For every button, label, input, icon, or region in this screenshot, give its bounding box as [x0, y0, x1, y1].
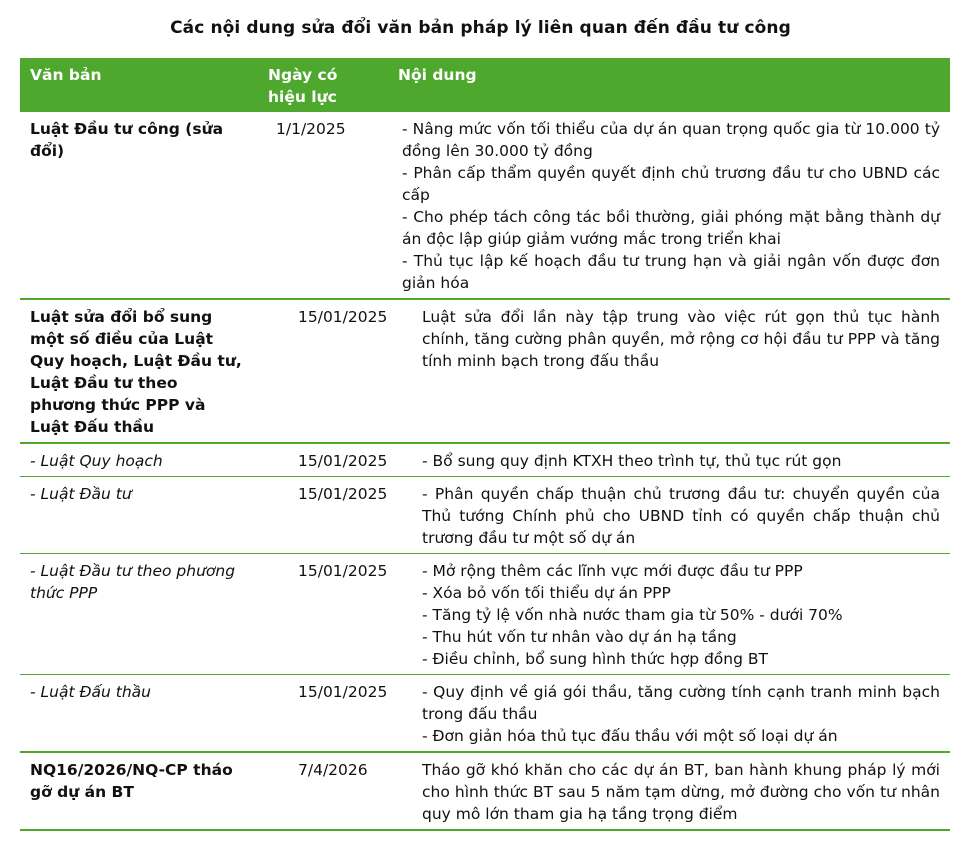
table-row [20, 554, 950, 675]
row-content [388, 477, 950, 554]
row-date: 15/01/2025 [258, 675, 388, 753]
row-content [388, 675, 950, 753]
row-date: 15/01/2025 [258, 299, 388, 443]
content-line: - Cho phép tách công tác bồi thường, giải phóng mặt bằng thành dự án độc lập giúp giảm vướng mắc trong triển khai [402, 208, 940, 248]
row-content [388, 443, 950, 477]
table-row [20, 443, 950, 477]
content-line: - Phân cấp thẩm quyền quyết định chủ trương đầu tư cho UBND các cấp [402, 164, 940, 204]
row-document: - Luật Đấu thầu [20, 675, 258, 753]
table-row [20, 477, 950, 554]
row-document: Luật sửa đổi bổ sung một số điều của Luật Quy hoạch, Luật Đầu tư, Luật Đầu tư theo phương thức PPP và Luật Đấu thầu [20, 299, 258, 443]
header-document: Văn bản [20, 58, 258, 112]
row-document: - Luật Đầu tư [20, 477, 258, 554]
row-date: 1/1/2025 [258, 112, 388, 299]
row-date: 15/01/2025 [258, 477, 388, 554]
row-date: 7/4/2026 [258, 752, 388, 830]
row-document: Luật Đầu tư công (sửa đổi) [20, 112, 258, 299]
legal-amendments-table [20, 58, 950, 831]
table-row [20, 675, 950, 753]
content-line: - Nâng mức vốn tối thiểu của dự án quan trọng quốc gia từ 10.000 tỷ đồng lên 30.000 tỷ đồng [402, 120, 940, 160]
row-content [388, 299, 950, 443]
content-line: - Thu hút vốn tư nhân vào dự án hạ tầng [422, 628, 737, 646]
table-row [20, 112, 950, 299]
content-line: - Xóa bỏ vốn tối thiểu dự án PPP [422, 584, 671, 602]
header-content: Nội dung [388, 58, 950, 112]
row-date: 15/01/2025 [258, 443, 388, 477]
content-line: - Bổ sung quy định KTXH theo trình tự, thủ tục rút gọn [422, 452, 842, 470]
content-line: - Phân quyền chấp thuận chủ trương đầu tư: chuyển quyền của Thủ tướng Chính phủ cho UBND tỉnh có quyền chấp thuận chủ trương đầu tư một số dự án [422, 485, 940, 547]
content-line: - Thủ tục lập kế hoạch đầu tư trung hạn và giải ngân vốn được đơn giản hóa [402, 252, 940, 292]
table-header-row [20, 58, 950, 112]
row-content [388, 752, 950, 830]
row-date: 15/01/2025 [258, 554, 388, 675]
content-line: - Đơn giản hóa thủ tục đấu thầu với một số loại dự án [422, 727, 838, 745]
content-line: - Điều chỉnh, bổ sung hình thức hợp đồng BT [422, 650, 768, 668]
content-line: Luật sửa đổi lần này tập trung vào việc rút gọn thủ tục hành chính, tăng cường phân quyền, mở rộng cơ hội đầu tư PPP và tăng tính minh bạch trong đấu thầu [422, 308, 940, 370]
content-line: - Quy định về giá gói thầu, tăng cường tính cạnh tranh minh bạch trong đấu thầu [422, 683, 940, 723]
table-row [20, 299, 950, 443]
content-line: - Tăng tỷ lệ vốn nhà nước tham gia từ 50% - dưới 70% [422, 606, 843, 624]
table-title: Các nội dung sửa đổi văn bản pháp lý liên quan đến đầu tư công [170, 18, 791, 38]
row-document: - Luật Quy hoạch [20, 443, 258, 477]
row-document: NQ16/2026/NQ-CP tháo gỡ dự án BT [20, 752, 258, 830]
row-document: - Luật Đầu tư theo phương thức PPP [20, 554, 258, 675]
content-line: - Mở rộng thêm các lĩnh vực mới được đầu tư PPP [422, 562, 803, 580]
header-effective-date: Ngày có hiệu lực [258, 58, 388, 112]
row-content [388, 554, 950, 675]
content-line: Tháo gỡ khó khăn cho các dự án BT, ban hành khung pháp lý mới cho hình thức BT sau 5 năm tạm dừng, mở đường cho vốn tư nhân quy mô lớn tham gia hạ tầng trọng điểm [422, 761, 940, 823]
table-row [20, 752, 950, 830]
row-content [388, 112, 950, 299]
